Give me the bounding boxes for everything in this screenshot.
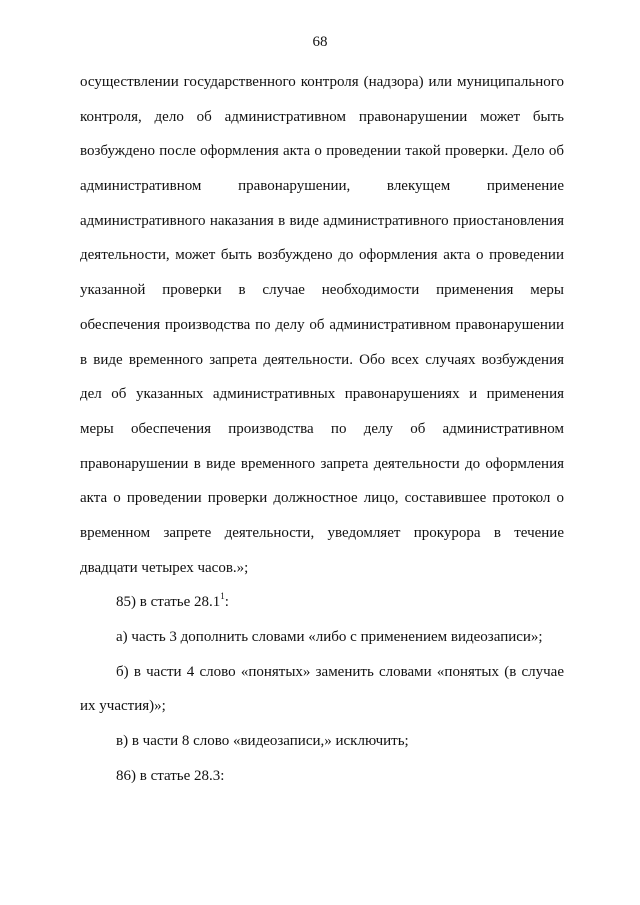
text-line: обеспечения производства по делу об административном правонарушении <box>80 316 564 333</box>
item-85-superscript: 1 <box>220 591 225 602</box>
text-line: акта о проведении проверки должностное лицо, составившее протокол о <box>80 490 564 507</box>
item-85-a: а) часть 3 дополнить словами «либо с применением видеозаписи»; <box>116 629 543 645</box>
text-line: осуществлении государственного контроля (надзора) или муниципального <box>80 74 564 90</box>
item-85-text: 85) в статье 28.1 <box>116 594 221 611</box>
text-line: двадцати четырех часов.»; <box>80 559 249 576</box>
text-line: деятельности, может быть возбуждено до оформления акта о проведении <box>80 247 564 264</box>
text-line: правонарушении в виде временного запрета деятельности до оформления <box>80 455 564 472</box>
item-85-v: в) в части 8 слово «видеозаписи,» исключить; <box>116 733 409 750</box>
page-number: 68 <box>312 34 328 50</box>
text-line: административного наказания в виде административного приостановления <box>80 212 564 229</box>
document-body <box>80 70 564 798</box>
item-85-b-line2: их участия)»; <box>80 698 166 715</box>
item-86-heading: 86) в статье 28.3: <box>116 767 225 784</box>
text-line: указанной проверки в случае необходимости применения меры <box>80 282 564 299</box>
text-line: контроля, дело об административном правонарушении может быть <box>80 108 564 125</box>
text-line: в виде временного запрета деятельности. Обо всех случаях возбуждения <box>80 351 564 368</box>
item-85-heading <box>80 590 564 625</box>
text-line: возбуждено после оформления акта о проведении такой проверки. Дело об <box>80 143 564 160</box>
text-line: дел об указанных административных правонарушениях и применения <box>80 386 564 403</box>
item-85-b-line1: б) в части 4 слово «понятых» заменить словами «понятых (в случае <box>116 663 564 680</box>
text-line: временном запрете деятельности, уведомляет прокурора в течение <box>80 524 564 541</box>
item-85-suffix: : <box>224 594 229 611</box>
text-line: административном правонарушении, влекущем применение <box>80 178 564 195</box>
text-line: меры обеспечения производства по делу об административном <box>80 420 564 437</box>
